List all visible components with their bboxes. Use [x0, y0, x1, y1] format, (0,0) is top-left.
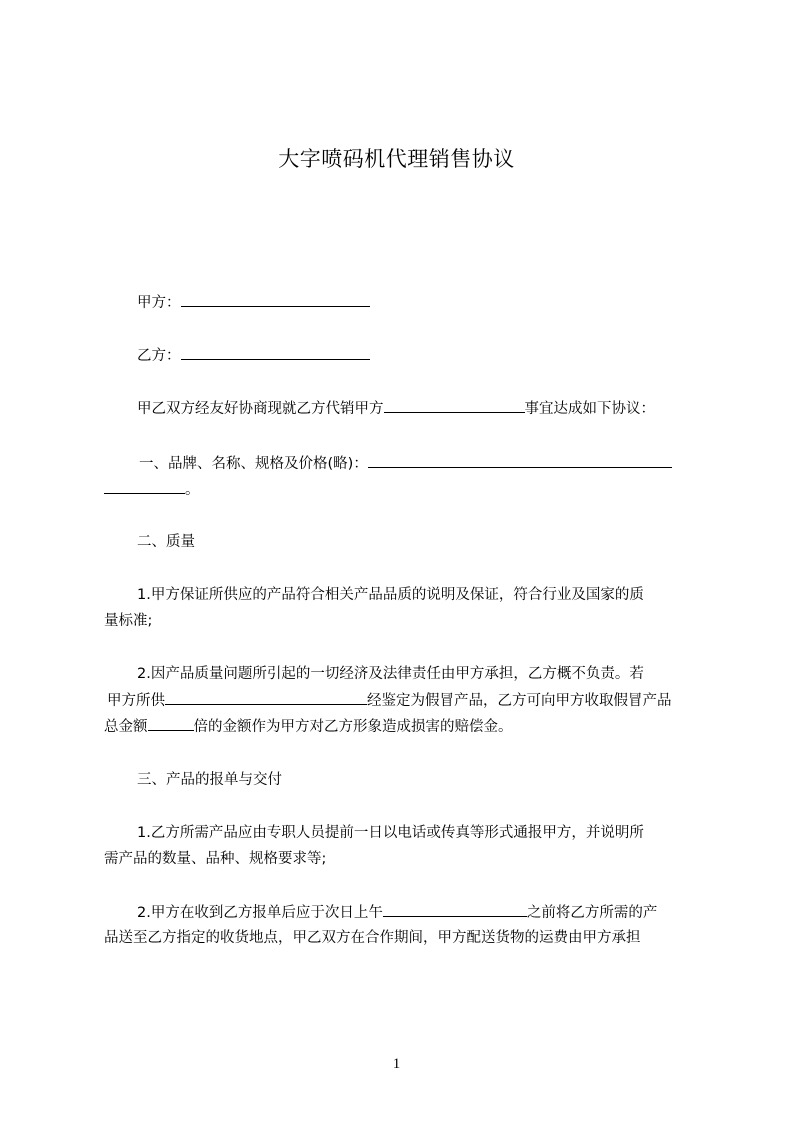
party-b-blank: [181, 345, 370, 360]
party-a-blank: [181, 292, 370, 307]
s3-item2-line2: 品送至乙方指定的收货地点，甲乙双方在合作期间，甲方配送货物的运费由甲方承担: [104, 930, 641, 946]
section1-blank-2: [104, 479, 185, 494]
s3-item1-line2: 需产品的数量、品种、规格要求等;: [104, 851, 327, 867]
s2-item1-line1: 1.甲方保证所供应的产品符合相关产品品质的说明及保证，符合行业及国家的质: [137, 587, 644, 603]
intro-blank: [384, 398, 525, 413]
s3-item2-time-blank: [383, 902, 527, 917]
intro-text-left: 甲乙双方经友好协商现就乙方代销甲方: [137, 401, 384, 417]
section1-end: 。: [185, 482, 200, 498]
s2-item2-multiplier-blank: [148, 716, 194, 731]
s2-item2-line2-right: 经鉴定为假冒产品，乙方可向甲方收取假冒产品: [367, 693, 672, 709]
s2-item2-line1: 2.因产品质量问题所引起的一切经济及法律责任由甲方承担，乙方概不负责。若: [137, 666, 644, 682]
s3-item1-line1: 1.乙方所需产品应由专职人员提前一日以电话或传真等形式通报甲方，并说明所: [137, 825, 644, 841]
s2-item2-blank: [165, 690, 367, 705]
party-b-line: [137, 345, 370, 366]
s2-item2-line2: [107, 690, 672, 711]
s2-item2-line3-right: 倍的金额作为甲方对乙方形象造成损害的赔偿金。: [193, 719, 513, 735]
section1-heading: 一、品牌、名称、规格及价格(略)：: [139, 456, 368, 472]
s2-item2-line2-left: 甲方所供: [107, 693, 165, 709]
section2-heading: 二、质量: [137, 534, 195, 550]
s2-item2-line3: [104, 716, 513, 737]
intro-text-right: 事宜达成如下协议：: [524, 401, 655, 417]
document-title: 大字喷码机代理销售协议: [278, 147, 515, 171]
party-a-label: 甲方：: [137, 295, 181, 311]
intro-line: [137, 398, 655, 419]
party-a-line: [137, 292, 370, 313]
section1-line2: [104, 479, 200, 500]
section1-blank-1: [368, 453, 672, 468]
party-b-label: 乙方：: [137, 348, 181, 364]
section3-heading: 三、产品的报单与交付: [137, 772, 282, 788]
s2-item2-line3-left: 总金额: [104, 719, 148, 735]
s3-item2-line1-right: 之前将乙方所需的产: [526, 905, 658, 921]
page-number: 1: [392, 1056, 401, 1072]
section1-line: [139, 453, 672, 474]
s2-item1-line2: 量标准;: [104, 613, 153, 629]
s3-item2-line1: [137, 902, 657, 923]
s3-item2-line1-left: 2.甲方在收到乙方报单后应于次日上午: [137, 905, 383, 921]
